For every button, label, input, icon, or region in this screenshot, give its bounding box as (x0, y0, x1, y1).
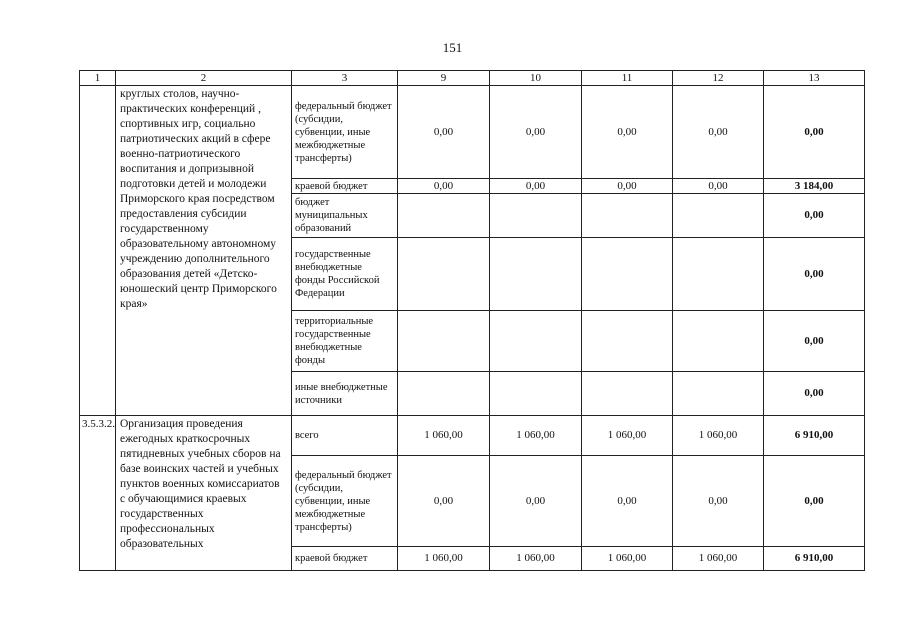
header-col-3: 3 (292, 71, 398, 86)
table-row (80, 86, 865, 179)
value-col-10: 0,00 (490, 179, 582, 194)
funding-source: бюджет муниципальных образований (292, 194, 398, 238)
value-col-12: 0,00 (673, 86, 764, 179)
total-col-13: 0,00 (764, 372, 865, 416)
page-number: 151 (442, 40, 463, 55)
item-description: Организация проведения ежегодных краткосрочных пятидневных учебных сборов на базе воинских частей и учебных пунктов военных комиссариатов с обучающимися краевых государственных профессиональных образовательных (116, 416, 292, 571)
funding-source: территориальные государственные внебюджетные фонды (292, 311, 398, 372)
header-col-11: 11 (582, 71, 673, 86)
value-col-11: 1 060,00 (582, 416, 673, 456)
value-col-9 (398, 194, 490, 238)
header-row (80, 71, 865, 86)
header-col-10: 10 (490, 71, 582, 86)
table-row (80, 416, 865, 456)
header-col-13: 13 (764, 71, 865, 86)
value-col-11: 0,00 (582, 179, 673, 194)
funding-source: государственные внебюджетные фонды Российской Федерации (292, 238, 398, 311)
total-col-13: 0,00 (764, 86, 865, 179)
funding-source: иные внебюджетные источники (292, 372, 398, 416)
total-col-13: 0,00 (764, 456, 865, 547)
value-col-12: 0,00 (673, 179, 764, 194)
value-col-11 (582, 194, 673, 238)
funding-source: краевой бюджет (292, 179, 398, 194)
value-col-10: 0,00 (490, 456, 582, 547)
value-col-9 (398, 372, 490, 416)
value-col-10 (490, 238, 582, 311)
value-col-12 (673, 194, 764, 238)
value-col-11 (582, 372, 673, 416)
value-col-9 (398, 311, 490, 372)
value-col-12: 1 060,00 (673, 547, 764, 571)
value-col-10: 1 060,00 (490, 547, 582, 571)
total-col-13: 6 910,00 (764, 416, 865, 456)
item-description: круглых столов, научно-практических конференций , спортивных игр, социально патриотических акций в сфере военно-патриотического воспитания и допризывной подготовки детей и молодежи Приморского края посредством предоставления субсидии государственному образовательному автономному учреждению дополнительного образования детей «Детско-юношеский центр Приморского края» (116, 86, 292, 416)
value-col-9 (398, 238, 490, 311)
total-col-13: 0,00 (764, 238, 865, 311)
value-col-9: 1 060,00 (398, 416, 490, 456)
funding-source: федеральный бюджет (субсидии, субвенции, иные межбюджетные трансферты) (292, 456, 398, 547)
value-col-11: 0,00 (582, 456, 673, 547)
value-col-10 (490, 311, 582, 372)
header-col-2: 2 (116, 71, 292, 86)
value-col-9: 0,00 (398, 86, 490, 179)
total-col-13: 0,00 (764, 194, 865, 238)
value-col-11 (582, 311, 673, 372)
total-col-13: 6 910,00 (764, 547, 865, 571)
item-number-cell (80, 86, 116, 416)
header-col-9: 9 (398, 71, 490, 86)
funding-source: всего (292, 416, 398, 456)
value-col-12: 1 060,00 (673, 416, 764, 456)
value-col-11 (582, 238, 673, 311)
value-col-10: 1 060,00 (490, 416, 582, 456)
value-col-12: 0,00 (673, 456, 764, 547)
funding-source: краевой бюджет (292, 547, 398, 571)
header-col-12: 12 (673, 71, 764, 86)
value-col-9: 1 060,00 (398, 547, 490, 571)
value-col-12 (673, 238, 764, 311)
total-col-13: 0,00 (764, 311, 865, 372)
value-col-9: 0,00 (398, 179, 490, 194)
value-col-10 (490, 194, 582, 238)
value-col-10 (490, 372, 582, 416)
funding-source: федеральный бюджет (субсидии, субвенции, иные межбюджетные трансферты) (292, 86, 398, 179)
total-col-13: 3 184,00 (764, 179, 865, 194)
value-col-11: 0,00 (582, 86, 673, 179)
item-number: 3.5.3.2. (80, 416, 116, 571)
value-col-11: 1 060,00 (582, 547, 673, 571)
budget-table (79, 70, 865, 571)
header-col-1: 1 (80, 71, 116, 86)
value-col-12 (673, 311, 764, 372)
value-col-10: 0,00 (490, 86, 582, 179)
value-col-9: 0,00 (398, 456, 490, 547)
value-col-12 (673, 372, 764, 416)
